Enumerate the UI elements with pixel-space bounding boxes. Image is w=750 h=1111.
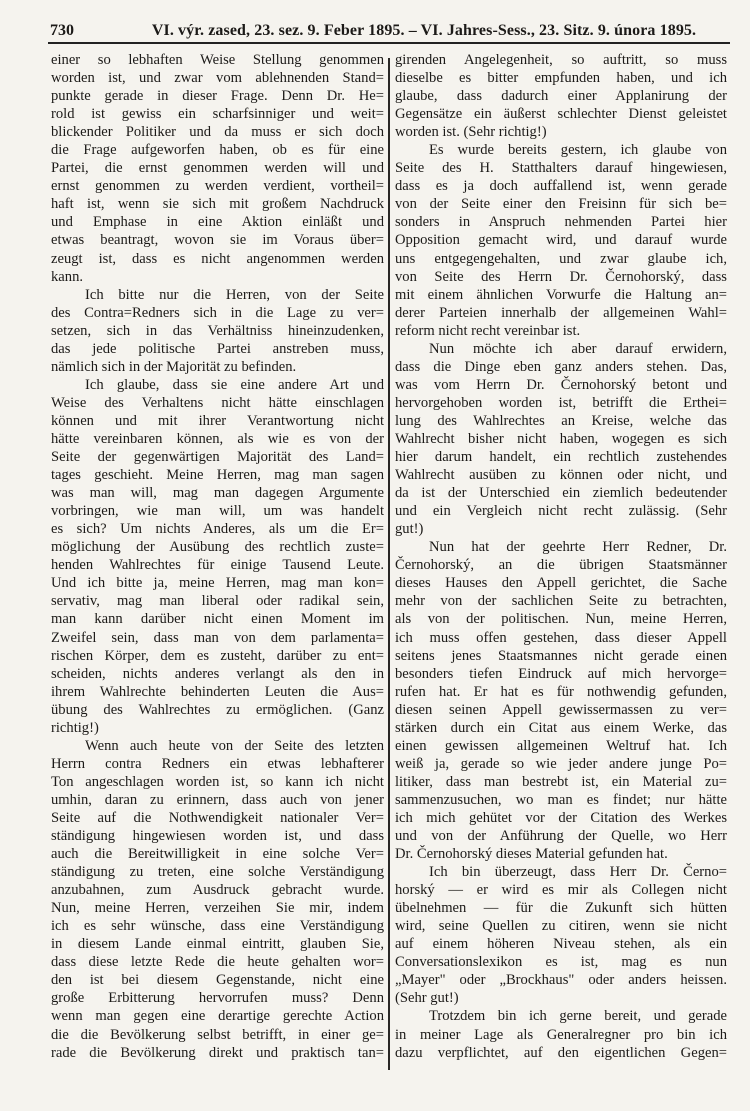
text-line: Seite des H. Statthalters darauf hingewiesen,	[395, 160, 727, 177]
text-line: Nun möchte ich aber darauf erwidern,	[429, 340, 727, 357]
text-line: die die Bevölkerung selbst betrifft, in einer ge=	[51, 1026, 384, 1043]
text-line: auch die Bereitwilligkeit in eine solche Ver=	[51, 846, 384, 863]
text-line: litiker, dass man bestrebt ist, ein Material zu=	[395, 773, 727, 790]
text-line: umhin, daran zu erinnern, dass auch von jener	[51, 791, 384, 808]
text-line: ständigung zu treten, eine solche Verständigung	[51, 864, 384, 881]
text-line: Conversationslexikon es ist, mag es nun	[395, 954, 727, 971]
text-line: uns entgegengehalten, und zwar glaube ich,	[395, 250, 727, 267]
text-line: Ich bitte nur die Herren, von der Seite	[85, 286, 384, 303]
text-line: Es wurde bereits gestern, ich glaube von	[429, 142, 727, 159]
text-line: ich mich gehütet vor der Citation des Werkes	[395, 809, 727, 826]
text-line: besonders tiefen Eindruck auf mich hervorge=	[395, 665, 727, 682]
column-divider	[388, 58, 390, 1070]
text-line: Zweifel sein, dass man von dem parlamenta=	[51, 629, 384, 646]
text-line: Ich glaube, dass sie eine andere Art und	[85, 376, 384, 393]
text-line: und Emphase in eine Aktion einläßt und	[51, 214, 384, 231]
text-line: scheiden, nichts anderes verlangt als den in	[51, 665, 384, 682]
text-line: es sich? Um nichts Anderes, als um die Er=	[51, 521, 384, 538]
text-line: die Frage aufgeworfen haben, ob es für eine	[51, 142, 384, 159]
text-line: blickender Politiker und da muss er sich doch	[51, 124, 384, 141]
text-line: sammenzusuchen, wo man es findet; nur hätte	[395, 791, 727, 808]
text-line: Gegensätze ein äußerst schlechter Dienst geleistet	[395, 106, 727, 123]
text-line: Trotzdem bin ich gerne bereit, und gerade	[429, 1008, 727, 1025]
text-line: Partei, die ernst genommen werden will und	[51, 160, 384, 177]
text-line: Ton angeschlagen worden ist, so kann ich nicht	[51, 773, 384, 790]
page-number: 730	[50, 22, 74, 39]
text-line: Nun hat der geehrte Herr Redner, Dr.	[429, 539, 727, 556]
text-line: dass es ja doch auffallend ist, wenn gerade	[395, 178, 727, 195]
text-line: und ein Vergleich nicht recht zulässig. (Sehr	[395, 503, 727, 520]
text-line: richtig!)	[51, 719, 99, 736]
text-line: was man will, mag man dagegen Argumente	[51, 485, 384, 502]
header-rule	[48, 42, 730, 44]
text-line: große Erbitterung hervorrufen muss? Denn	[51, 990, 384, 1007]
text-line: rufen hat. Er hat es für nothwendig gefunden,	[395, 683, 727, 700]
text-line: dieses Hauses den Appell gerichtet, die Sache	[395, 575, 727, 592]
text-line: des Contra=Redners sich in die Lage zu ver=	[51, 304, 384, 321]
text-line: worden ist, und zwar vom ablehnenden Stand=	[51, 70, 384, 87]
text-line: „Mayer" oder „Brockhaus" oder anders heissen.	[395, 972, 727, 989]
text-line: wird, seine Quellen zu citiren, wenn sie nicht	[395, 918, 727, 935]
text-line: ich muss offen gestehen, dass dieser Appell	[395, 629, 727, 646]
text-line: weiß ja, gerade so wie jeder andere junge Po=	[395, 755, 727, 772]
text-line: setzen, sich in das Verhältniss hineinzudenken,	[51, 322, 384, 339]
text-line: und von der Anführung der Quelle, wo Herr	[395, 828, 727, 845]
text-line: henden Wahlrechtes für einige Tausend Leute.	[51, 557, 384, 574]
text-line: einen gewissen allgemeinen Weltruf hat. Ich	[395, 737, 727, 754]
text-line: Opposition gemacht wird, und darauf wurde	[395, 232, 727, 249]
running-head-title: VI. výr. zased, 23. sez. 9. Feber 1895. – VI. Jahres-Sess., 23. Sitz. 9. února 1895.	[151, 22, 697, 39]
text-line: tages geschieht. Meine Herren, mag man sagen	[51, 467, 384, 484]
text-line: lung des Wahlrechtes an Kreise, welche das	[395, 412, 727, 429]
text-line: Herrn contra Redners ein etwas lebhafterer	[51, 755, 384, 772]
text-line: in diesem Lande einmal eintritt, glauben Sie,	[51, 936, 384, 953]
text-line: anzubahnen, zum Ausdruck gebracht wurde.	[51, 882, 384, 899]
text-line: rischen Körper, dem es zusteht, darüber zu ent=	[51, 647, 384, 664]
text-line: gut!)	[395, 521, 424, 538]
text-line: seitens jenes Staatsmannes nicht gerade einen	[395, 647, 727, 664]
text-line: den ist bei diesem Gegenstande, nicht eine	[51, 972, 384, 989]
text-line: als von der politischen. Nun, meine Herren,	[395, 611, 727, 628]
text-line: Wahlrecht ausüben zu können oder nicht, und	[395, 467, 727, 484]
text-line: rold ist gewiss ein scharfsinniger und weit=	[51, 106, 384, 123]
text-line: ernst genommen zu werden verdient, vortheil=	[51, 178, 384, 195]
text-line: mit einem ähnlichen Vorwurfe die Haltung an=	[395, 286, 727, 303]
text-line: ich es sehr wünsche, dass eine Verständigung	[51, 918, 384, 935]
text-line: reform nicht recht vereinbar ist.	[395, 322, 581, 339]
text-line: möglichung der Ausübung des rechtlich zuste=	[51, 539, 384, 556]
text-line: Seite der gegenwärtigen Majorität des Land=	[51, 449, 384, 466]
left-column	[51, 51, 384, 1062]
text-line: dass diese letzte Rede die heute gehalten wor=	[51, 954, 384, 971]
text-line: übelnehmen — für die Zukunft sich hütten	[395, 900, 727, 917]
text-line: einer so lebhaften Weise Stellung genommen	[51, 52, 384, 68]
text-line: übung des Wahlrechtes zu ermöglichen. (Ganz	[51, 701, 384, 718]
text-line: dieselbe es bitter empfunden haben, und ich	[395, 70, 727, 87]
text-line: ständigung hingewiesen worden ist, und dass	[51, 828, 384, 845]
text-line: glaube, dass dadurch einer Applanirung der	[395, 88, 727, 105]
text-line: (Sehr gut!)	[395, 990, 459, 1007]
text-line: Černohorský, an die übrigen Staatsmänner	[395, 557, 727, 574]
text-line: servativ, mag man liberal oder radikal sein,	[51, 593, 384, 610]
text-line: hier darum handelt, ein rechtlich zustehendes	[395, 449, 727, 466]
text-line: punkte gerade in dieser Frage. Denn Dr. He=	[51, 88, 384, 105]
text-line: wenn man gegen eine derartige gerechte Action	[51, 1008, 384, 1025]
text-line: von der Seite einer den Freisinn für sich be=	[395, 196, 727, 213]
text-line: das jede politische Partei anstreben muss,	[51, 340, 384, 357]
text-line: dazu verpflichtet, auf den eigentlichen Gegen=	[395, 1044, 727, 1061]
text-line: hätte vereinbaren können, als wie es von der	[51, 430, 384, 447]
text-line: sonders in Anspruch nehmenden Partei hier	[395, 214, 727, 231]
text-line: Nun, meine Herren, verzeihen Sie mir, indem	[51, 900, 384, 917]
text-line: etwas beantragt, wovon sie im Voraus über=	[51, 232, 384, 249]
text-line: Und ich bitte ja, meine Herren, mag man kon=	[51, 575, 384, 592]
text-line: Dr. Černohorský dieses Material gefunden hat.	[395, 846, 668, 863]
text-line: mehr von der sachlichen Seite zu betrachten,	[395, 593, 727, 610]
text-line: kann.	[51, 268, 84, 285]
text-line: was vom Herrn Dr. Černohorský betont und	[395, 376, 727, 393]
text-line: haft ist, wenn sie sich mit großem Nachdruck	[51, 196, 384, 213]
text-line: hervorgehoben worden ist, betrifft die Erthei=	[395, 394, 727, 411]
right-column	[395, 51, 727, 1062]
text-line: dass die Dinge eben ganz anders stehen. Das,	[395, 358, 727, 375]
text-line: diesen seinen Appell gewissermassen zu ver=	[395, 701, 727, 718]
text-line: können und mit ihrer Verantwortung nicht	[51, 412, 384, 429]
text-line: ihrem Wahlrechte behinderten Leuten die Aus=	[51, 683, 384, 700]
text-line: zeugt ist, dass es nicht angenommen werden	[51, 250, 384, 267]
text-line: Ich bin überzeugt, dass Herr Dr. Černo=	[429, 864, 727, 881]
running-header	[50, 14, 728, 40]
text-line: Seite auf die Nothwendigkeit nationaler Ver=	[51, 809, 384, 826]
text-line: stärken durch ein Citat aus einem Werke, das	[395, 719, 727, 736]
text-line: auf einem höheren Niveau stehen, als ein	[395, 936, 727, 953]
text-line: Wahlrecht bisher nicht haben, wogegen es sich	[395, 430, 727, 447]
text-line: in meiner Lage als Generalregner pro bin ich	[395, 1026, 727, 1043]
text-line: rade die Bevölkerung direkt und praktisch tan=	[51, 1044, 384, 1061]
text-line: nämlich sich in der Majorität zu befinden.	[51, 358, 297, 375]
text-line: worden ist. (Sehr richtig!)	[395, 124, 547, 141]
text-line: Weise des Verhaltens nicht hätte einschlagen	[51, 394, 384, 411]
text-line: girenden Angelegenheit, so auftritt, so muss	[395, 52, 727, 68]
text-line: derer Parteien innerhalb der allgemeinen Wahl=	[395, 304, 727, 321]
text-line: man kann darüber nicht einen Moment im	[51, 611, 384, 628]
text-line: von Seite des Herrn Dr. Černohorský, dass	[395, 268, 727, 285]
text-line: Wenn auch heute von der Seite des letzten	[85, 737, 384, 754]
text-line: vorbringen, wie man will, um was handelt	[51, 503, 384, 520]
text-line: horský — er wird es mir als Collegen nicht	[395, 882, 727, 899]
text-line: da ist der Unterschied ein ziemlich bedeutender	[395, 485, 727, 502]
